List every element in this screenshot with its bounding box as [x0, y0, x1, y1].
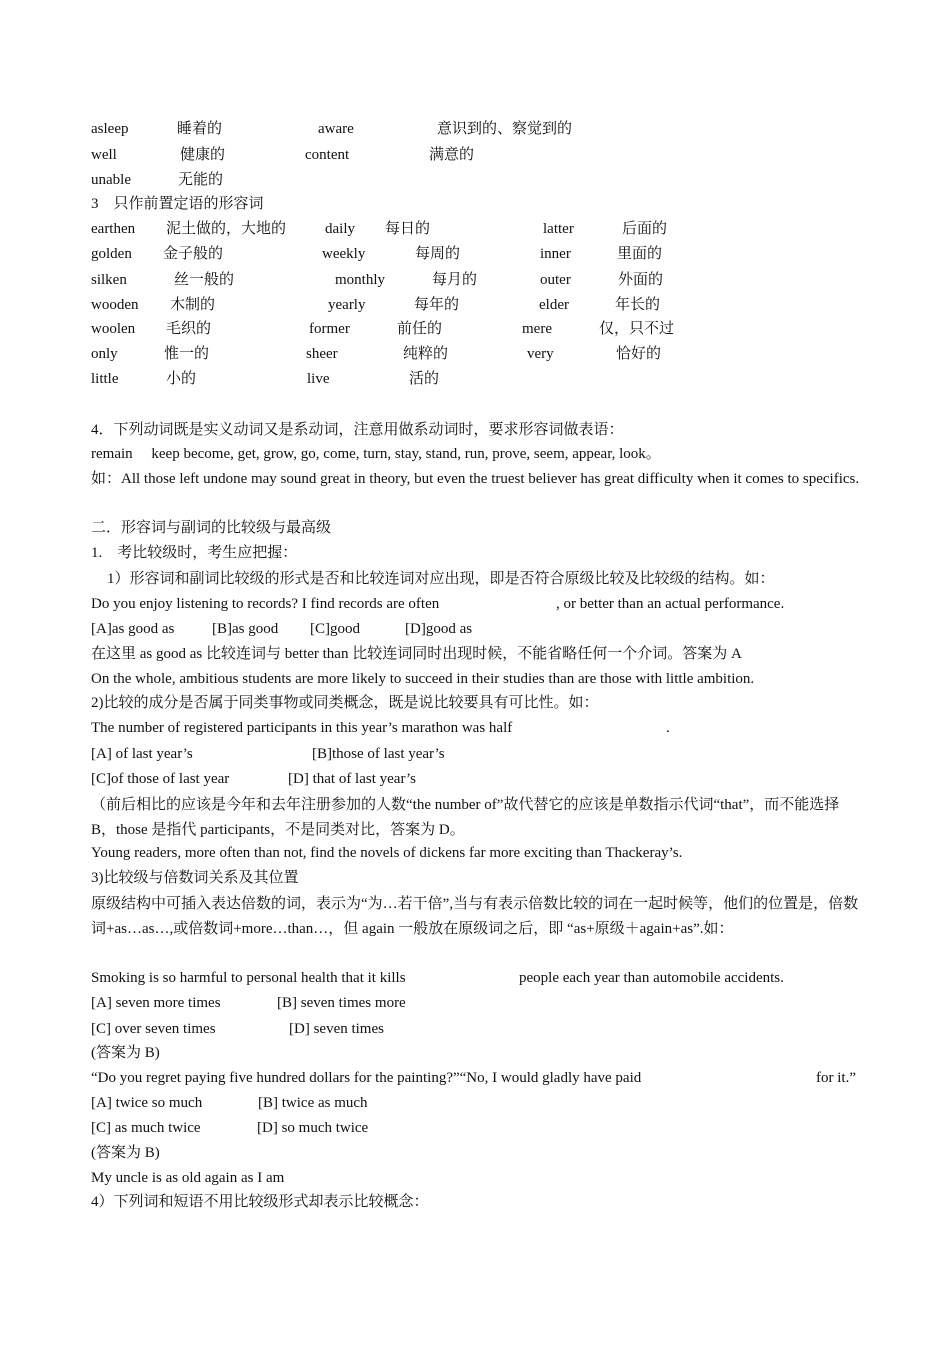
- vocab-word: woolen: [91, 321, 136, 337]
- vocab-meaning: 仅，只不过: [599, 321, 675, 337]
- vocab-meaning: 毛织的: [166, 321, 212, 337]
- question-text: Do you enjoy listening to records? I find records are often: [91, 596, 440, 612]
- vocab-word: silken: [91, 272, 127, 288]
- option: [A]as good as: [91, 621, 175, 637]
- point-heading: 2)比较的成分是否属于同类事物或同类概念，既是说比较要具有可比性。如：: [91, 695, 599, 711]
- vocab-meaning: 每年的: [414, 297, 460, 313]
- vocab-meaning: 外面的: [618, 272, 664, 288]
- vocab-meaning: 活的: [409, 371, 440, 387]
- option: [C]of those of last year: [91, 771, 230, 787]
- option: [A] of last year’s: [91, 746, 193, 762]
- explanation: （前后相比的应该是今年和去年注册参加的人数“the number of”故代替它的应该是单数指示代词“that”，而不能选择 B，those 是指代 participants，不是同类对比，答案为 D。: [91, 797, 840, 838]
- vocab-meaning: 金子般的: [163, 246, 224, 262]
- vocab-meaning: 木制的: [170, 297, 216, 313]
- vocab-word: little: [91, 371, 119, 387]
- vocab-word: yearly: [328, 297, 366, 313]
- option: [D] seven times: [289, 1021, 384, 1037]
- point-subheading: 1）形容词和副词比较级的形式是否和比较连词对应出现，即是否符合原级比较及比较级的结构。如：: [107, 571, 775, 587]
- question-text: for it.”: [816, 1070, 856, 1086]
- point-heading: 4）下列词和短语不用比较级形式却表示比较概念：: [91, 1194, 429, 1210]
- option: [A] twice so much: [91, 1095, 203, 1111]
- section-heading: 3 只作前置定语的形容词: [91, 196, 264, 212]
- option: [B]as good: [212, 621, 279, 637]
- option: [B] seven times more: [277, 995, 406, 1011]
- vocab-word: only: [91, 346, 118, 362]
- vocab-meaning: 每周的: [415, 246, 461, 262]
- vocab-meaning: 每月的: [432, 272, 478, 288]
- question-text: , or better than an actual performance.: [556, 596, 785, 612]
- vocab-meaning: 恰好的: [616, 346, 662, 362]
- vocab-meaning: 意识到的、察觉到的: [437, 121, 573, 137]
- vocab-word: mere: [522, 321, 552, 337]
- answer: (答案为 B): [91, 1045, 160, 1061]
- vocab-meaning: 前任的: [397, 321, 443, 337]
- vocab-word: earthen: [91, 221, 136, 237]
- vocab-meaning: 每日的: [385, 221, 431, 237]
- vocab-meaning: 无能的: [178, 172, 224, 188]
- question-text: people each year than automobile accidents.: [519, 970, 784, 986]
- vocab-meaning: 里面的: [617, 246, 663, 262]
- example-sentence: My uncle is as old again as I am: [91, 1170, 285, 1186]
- vocab-meaning: 后面的: [622, 221, 668, 237]
- part-heading: 二．形容词与副词的比较级与最高级: [91, 520, 332, 536]
- vocab-word: inner: [540, 246, 571, 262]
- vocab-meaning: 睡着的: [177, 121, 223, 137]
- vocab-word: golden: [91, 246, 132, 262]
- verb-list: remain keep become, get, grow, go, come, turn, stay, stand, run, prove, seem, appear, look。: [91, 446, 661, 462]
- vocab-meaning: 年长的: [615, 297, 661, 313]
- vocab-meaning: 纯粹的: [403, 346, 449, 362]
- paragraph: 原级结构中可插入表达倍数的词，表示为“为…若干倍”,当与有表示倍数比较的词在一起时候等，他们的位置是，倍数词+as…as…,或倍数词+more…than…，但 again 一般放在原级词之后，即 “as+原级＋again+as”.如：: [91, 896, 859, 937]
- question-text: The number of registered participants in this year’s marathon was half: [91, 720, 513, 736]
- vocab-word: latter: [543, 221, 574, 237]
- option: [C] over seven times: [91, 1021, 216, 1037]
- option: [A] seven more times: [91, 995, 221, 1011]
- vocab-word: daily: [325, 221, 355, 237]
- vocab-meaning: 满意的: [429, 147, 475, 163]
- option: [C] as much twice: [91, 1120, 201, 1136]
- vocab-word: well: [91, 147, 117, 163]
- vocab-word: content: [305, 147, 350, 163]
- question-text: Smoking is so harmful to personal health that it kills: [91, 970, 406, 986]
- vocab-word: outer: [540, 272, 571, 288]
- option: [D] so much twice: [257, 1120, 369, 1136]
- section-heading: 4．下列动词既是实义动词又是系动词，注意用做系动词时，要求形容词做表语：: [91, 422, 624, 438]
- answer: (答案为 B): [91, 1145, 160, 1161]
- vocab-word: weekly: [322, 246, 366, 262]
- explanation: 在这里 as good as 比较连词与 better than 比较连词同时出现时候，不能省略任何一个介词。答案为 A: [91, 646, 742, 662]
- example-sentence: 如：All those left undone may sound great in theory, but even the truest believer has great difficulty when it comes to specifics.: [91, 471, 860, 487]
- vocab-word: unable: [91, 172, 131, 188]
- vocab-meaning: 丝一般的: [174, 272, 235, 288]
- example-sentence: On the whole, ambitious students are more likely to succeed in their studies than are those with little ambition.: [91, 671, 755, 687]
- option: [D] that of last year’s: [288, 771, 417, 787]
- vocab-meaning: 健康的: [180, 147, 226, 163]
- question-text: .: [666, 720, 670, 736]
- vocab-word: sheer: [306, 346, 338, 362]
- vocab-word: elder: [539, 297, 569, 313]
- vocab-meaning: 小的: [166, 371, 197, 387]
- vocab-word: live: [307, 371, 330, 387]
- question-text: “Do you regret paying five hundred dollars for the painting?”“No, I would gladly have paid: [91, 1070, 642, 1086]
- vocab-word: very: [527, 346, 554, 362]
- point-heading: 1. 考比较级时，考生应把握：: [91, 545, 298, 561]
- vocab-word: aware: [318, 121, 354, 137]
- vocab-word: wooden: [91, 297, 139, 313]
- vocab-meaning: 惟一的: [164, 346, 210, 362]
- vocab-word: monthly: [335, 272, 386, 288]
- vocab-word: asleep: [91, 121, 129, 137]
- option: [C]good: [310, 621, 360, 637]
- option: [B] twice as much: [258, 1095, 368, 1111]
- point-heading: 3)比较级与倍数词关系及其位置: [91, 870, 299, 886]
- vocab-meaning: 泥土做的，大地的: [166, 221, 287, 237]
- example-sentence: Young readers, more often than not, find the novels of dickens far more exciting than Thackeray’s.: [91, 845, 683, 861]
- option: [B]those of last year’s: [312, 746, 445, 762]
- vocab-word: former: [309, 321, 350, 337]
- option: [D]good as: [405, 621, 473, 637]
